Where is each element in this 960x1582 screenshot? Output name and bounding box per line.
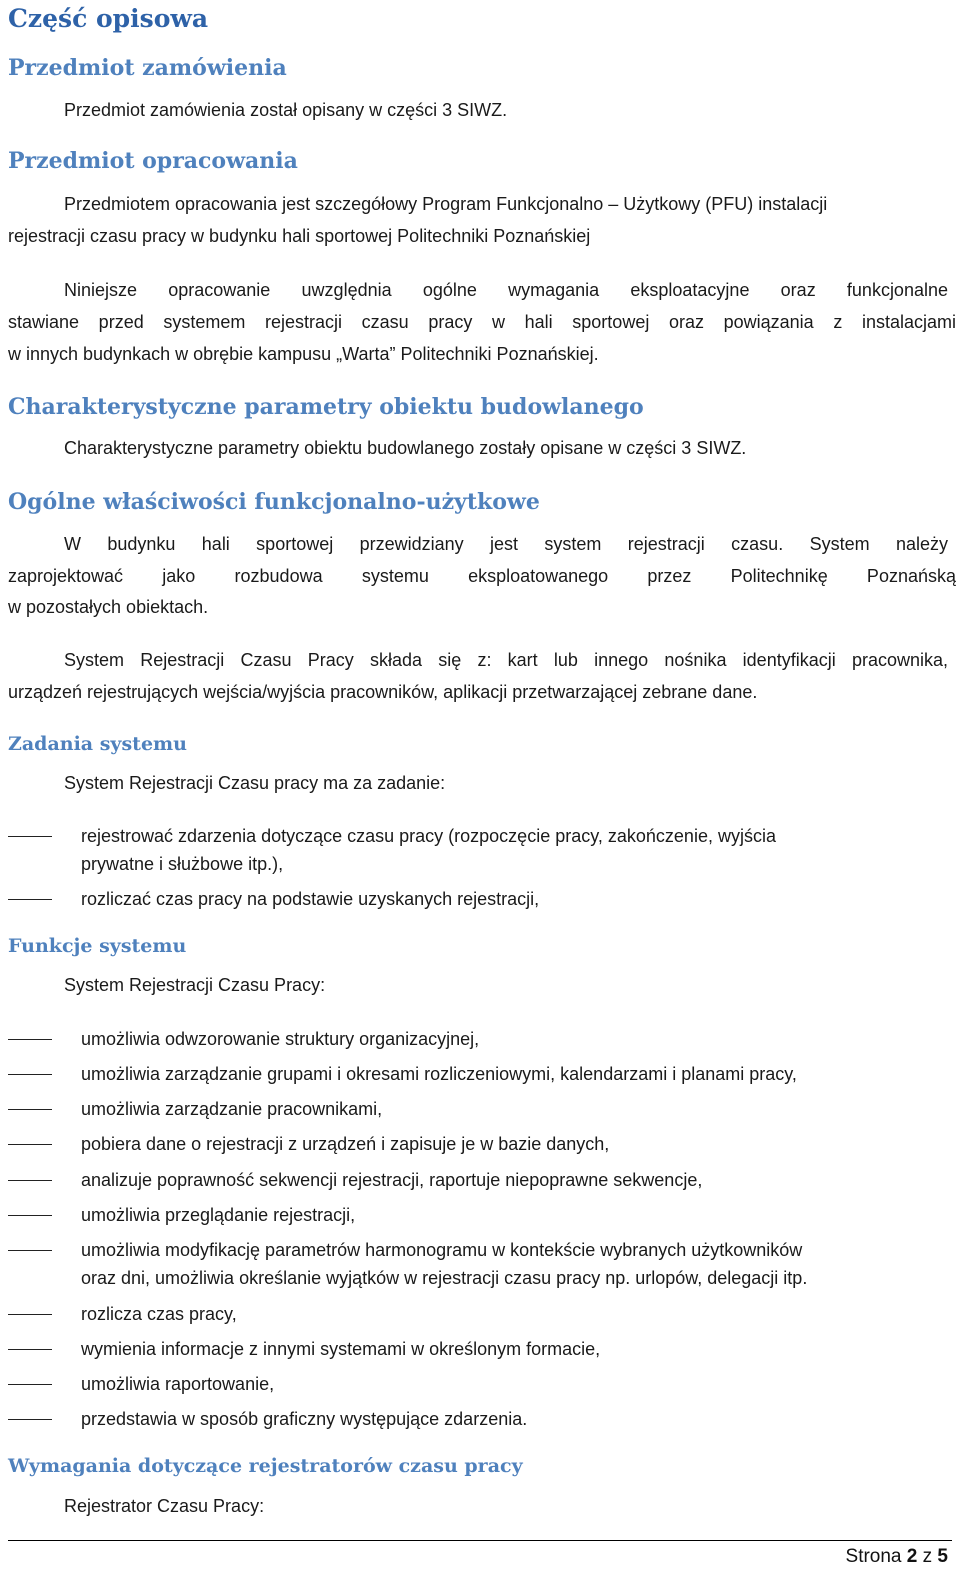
list-dash — [8, 836, 52, 837]
list-dash — [8, 1109, 52, 1110]
page-total: 5 — [937, 1546, 948, 1567]
list-dash — [8, 899, 52, 900]
list-dash — [8, 1180, 52, 1181]
paragraph-line: stawiane przed systemem rejestracji czasu pracy w hali sportowej oraz powiązania z instalacjami — [8, 312, 956, 332]
list-item: umożliwia zarządzanie pracownikami, — [81, 1099, 383, 1119]
paragraph-line: zaprojektować jako rozbudowa systemu eksploatowanego przez Politechnikę Poznańską — [8, 566, 956, 586]
heading-funkcje: Funkcje systemu — [8, 935, 187, 957]
list-item-continuation: prywatne i służbowe itp.), — [81, 854, 284, 874]
list-item: wymienia informacje z innymi systemami w określonym formacie, — [81, 1339, 601, 1359]
list-item: umożliwia zarządzanie grupami i okresami rozliczeniowymi, kalendarzami i planami pracy, — [81, 1064, 797, 1084]
page-current: 2 — [906, 1546, 918, 1567]
list-item: umożliwia przeglądanie rejestracji, — [81, 1205, 356, 1225]
list-dash — [8, 1384, 52, 1385]
paragraph-line: Przedmiotem opracowania jest szczegółowy Program Funkcjonalno – Użytkowy (PFU) instalacji — [64, 194, 828, 214]
heading-przedmiot-opracowania: Przedmiot opracowania — [8, 148, 298, 174]
heading-wymagania: Wymagania dotyczące rejestratorów czasu pracy — [8, 1455, 523, 1477]
heading-przedmiot-zamowienia: Przedmiot zamówienia — [8, 55, 287, 81]
paragraph-parametry: Charakterystyczne parametry obiektu budowlanego zostały opisane w części 3 SIWZ. — [64, 438, 747, 458]
heading-zadania: Zadania systemu — [8, 733, 187, 755]
paragraph-przedmiot-zamowienia: Przedmiot zamówienia został opisany w części 3 SIWZ. — [64, 100, 508, 120]
paragraph-line: rejestracji czasu pracy w budynku hali sportowej Politechniki Poznańskiej — [8, 226, 591, 246]
paragraph-zadania-intro: System Rejestracji Czasu pracy ma za zadanie: — [64, 773, 446, 793]
list-dash — [8, 1039, 52, 1040]
paragraph-line: urządzeń rejestrujących wejścia/wyjścia pracowników, aplikacji przetwarzającej zebrane dane. — [8, 682, 758, 702]
list-item: umożliwia modyfikację parametrów harmonogramu w kontekście wybranych użytkowników — [81, 1240, 803, 1260]
list-item: umożliwia odwzorowanie struktury organizacyjnej, — [81, 1029, 480, 1049]
paragraph-line: W budynku hali sportowej przewidziany jest system rejestracji czasu. System należy — [64, 534, 948, 554]
list-dash — [8, 1250, 52, 1251]
paragraph-line: w innych budynkach w obrębie kampusu „Warta” Politechniki Poznańskiej. — [8, 344, 599, 364]
paragraph-line: Niniejsze opracowanie uwzględnia ogólne wymagania eksploatacyjne oraz funkcjonalne — [64, 280, 948, 300]
paragraph-wymagania-intro: Rejestrator Czasu Pracy: — [64, 1496, 265, 1516]
list-dash — [8, 1419, 52, 1420]
list-item-continuation: oraz dni, umożliwia określanie wyjątków w rejestracji czasu pracy np. urlopów, delegacji itp. — [81, 1268, 808, 1288]
list-item: rejestrować zdarzenia dotyczące czasu pracy (rozpoczęcie pracy, zakończenie, wyjścia — [81, 826, 776, 846]
list-dash — [8, 1144, 52, 1145]
page-title: Część opisowa — [8, 4, 209, 33]
list-item: rozlicza czas pracy, — [81, 1304, 237, 1324]
list-item: przedstawia w sposób graficzny występujące zdarzenia. — [81, 1409, 528, 1429]
heading-parametry: Charakterystyczne parametry obiektu budowlanego — [8, 394, 644, 420]
paragraph-funkcje-intro: System Rejestracji Czasu Pracy: — [64, 975, 326, 995]
paragraph-line: w pozostałych obiektach. — [8, 597, 209, 617]
list-dash — [8, 1349, 52, 1350]
page-separator: z — [922, 1546, 933, 1567]
paragraph-line: System Rejestracji Czasu Pracy składa się z: kart lub innego nośnika identyfikacji pracownika, — [64, 650, 948, 670]
footer-rule — [8, 1540, 952, 1541]
list-dash — [8, 1074, 52, 1075]
list-item: rozliczać czas pracy na podstawie uzyskanych rejestracji, — [81, 889, 540, 909]
page-label: Strona — [845, 1546, 902, 1567]
list-dash — [8, 1215, 52, 1216]
list-item: pobiera dane o rejestracji z urządzeń i zapisuje je w bazie danych, — [81, 1134, 610, 1154]
list-item: analizuje poprawność sekwencji rejestracji, raportuje niepoprawne sekwencje, — [81, 1170, 703, 1190]
heading-wlasciwosci: Ogólne właściwości funkcjonalno-użytkowe — [8, 489, 540, 515]
page-number — [846, 1546, 948, 1568]
list-item: umożliwia raportowanie, — [81, 1374, 275, 1394]
list-dash — [8, 1314, 52, 1315]
